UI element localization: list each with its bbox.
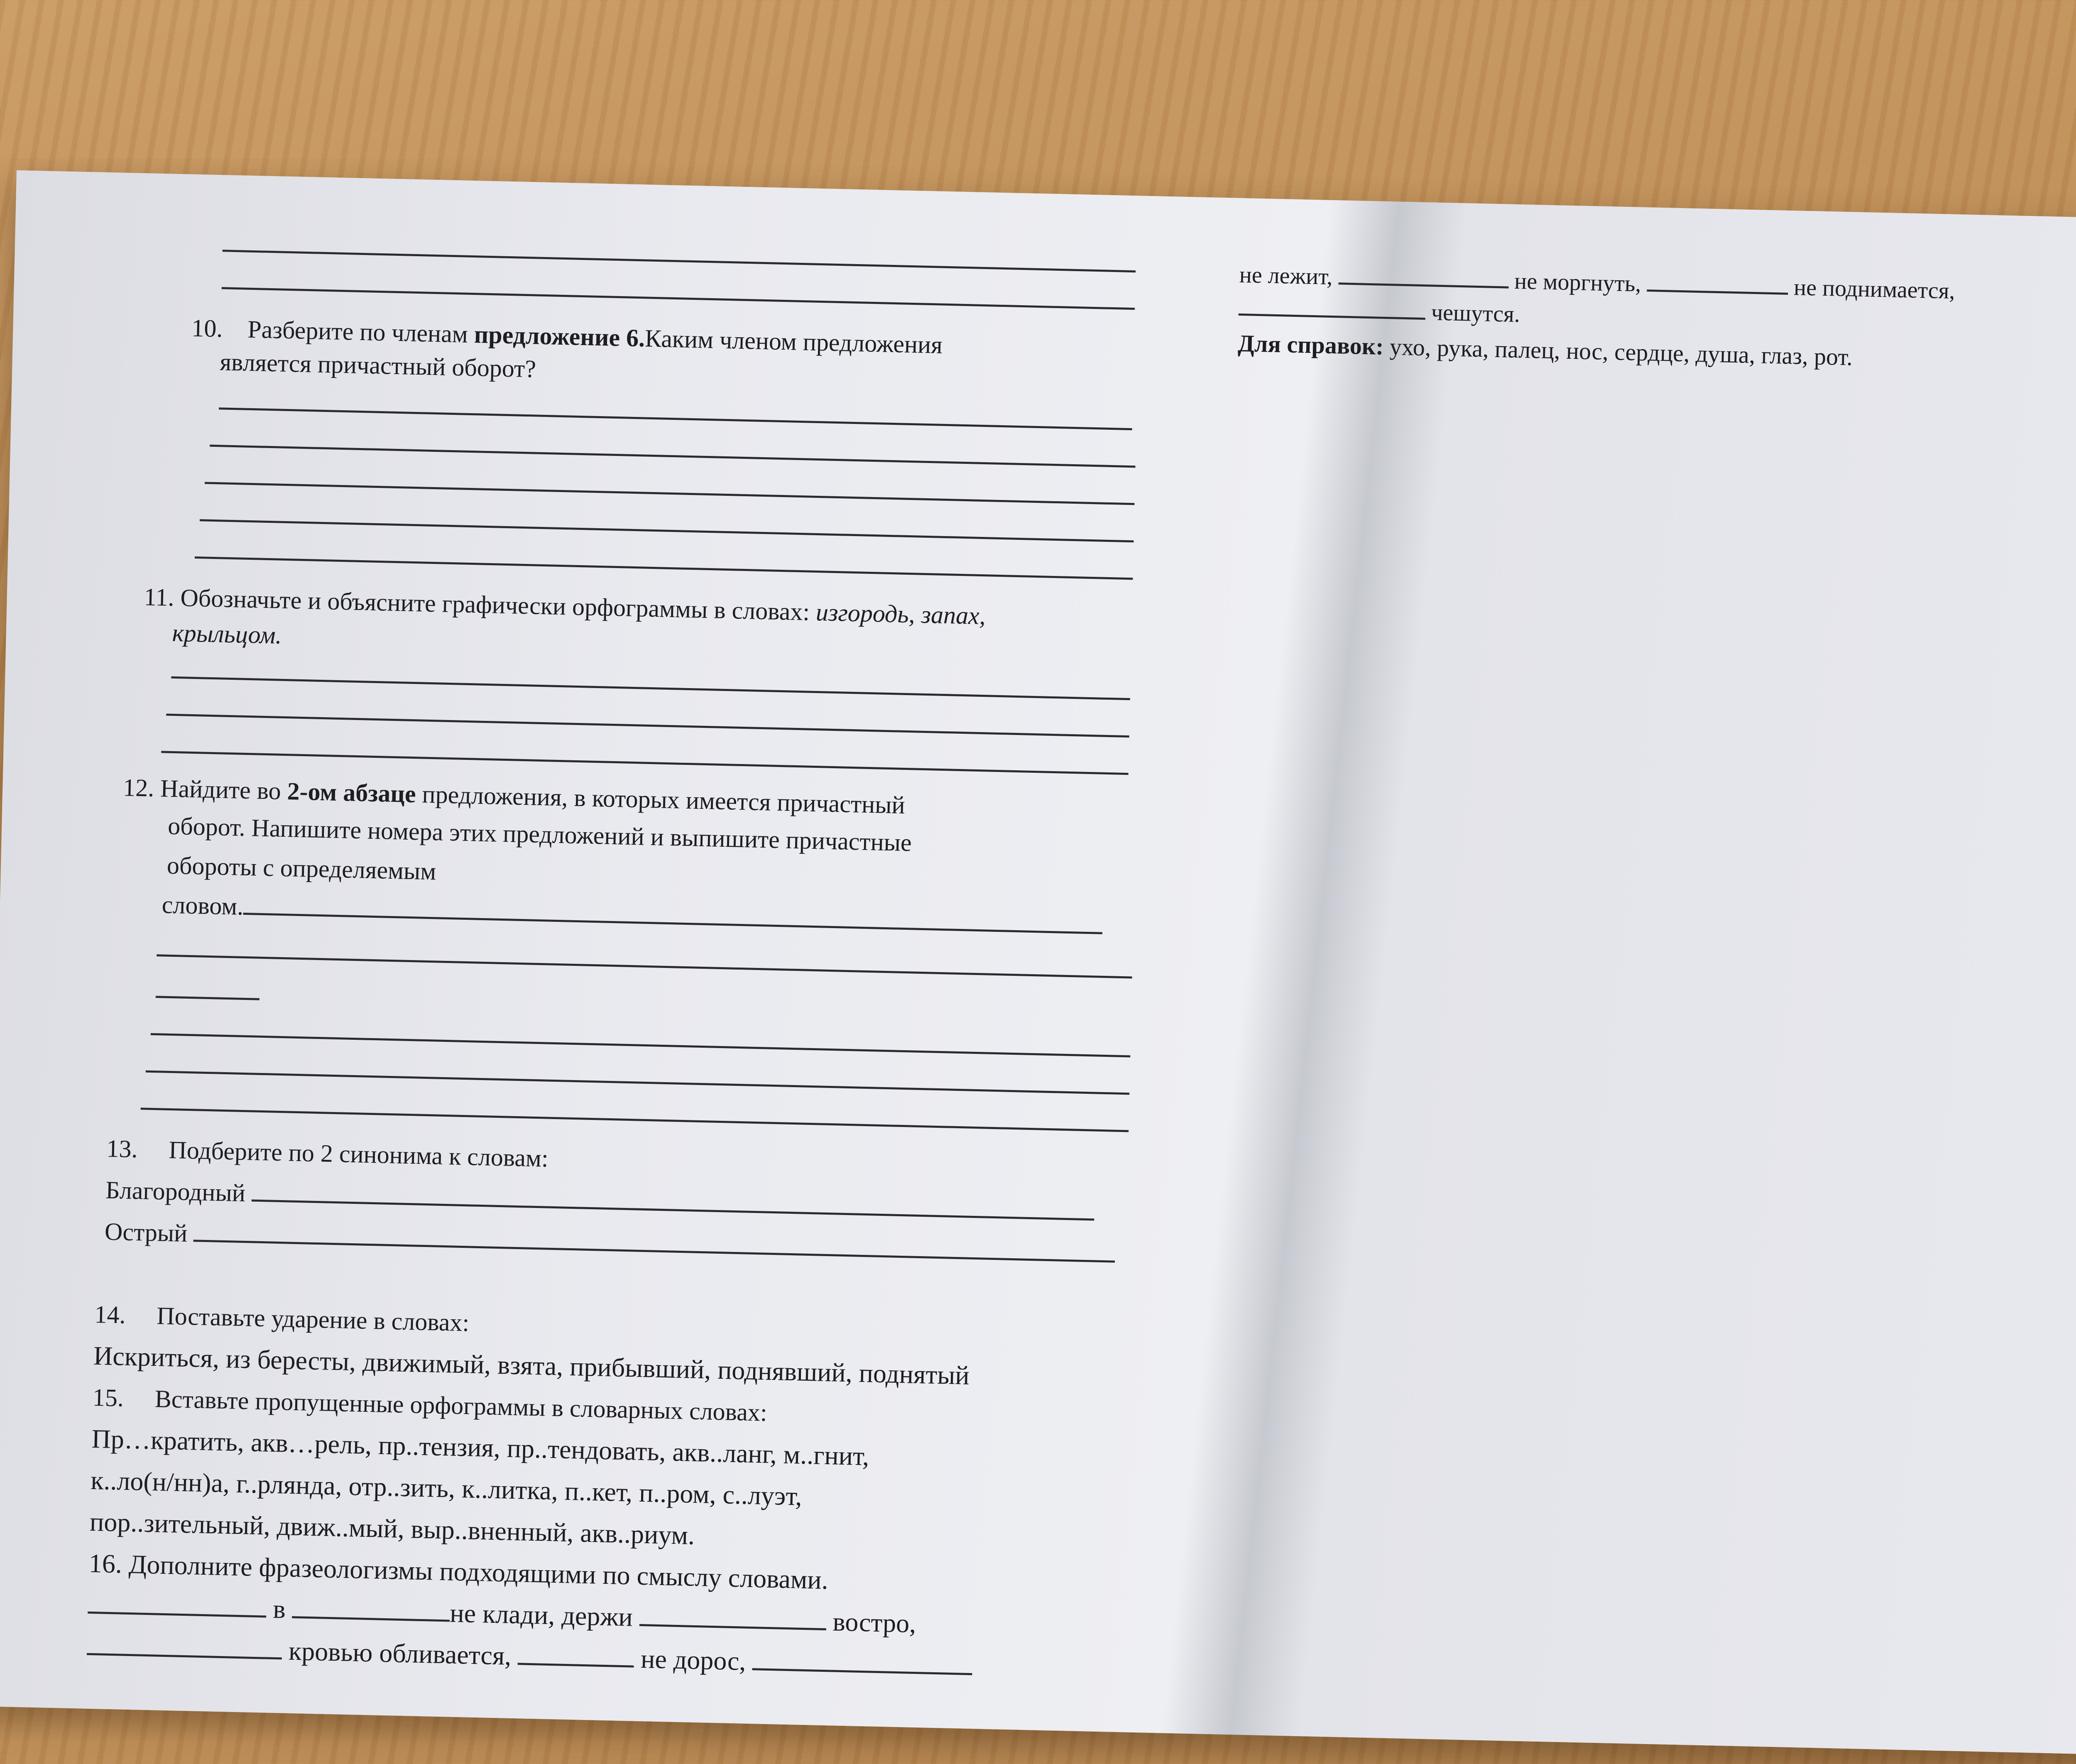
answer-line: [195, 556, 1133, 580]
idiom-text: не моргнуть,: [1514, 268, 1642, 297]
question-text-bold: предложение 6.: [474, 321, 645, 352]
answer-line: [157, 954, 1132, 978]
question-text: словом.: [162, 891, 244, 920]
question-number: 13.: [106, 1134, 138, 1163]
idiom-text: не дорос,: [640, 1644, 747, 1676]
answer-line: [166, 714, 1129, 738]
question-number: 15.: [92, 1383, 124, 1412]
dictionary-words: Пр…кратить, акв…рель, пр..тензия, пр..тендовать, акв..ланг, м..гнит,: [91, 1423, 870, 1471]
idiom-text: не клади, держи: [449, 1598, 633, 1632]
question-text: Поставьте ударение в словах:: [156, 1302, 470, 1337]
answer-line: [141, 1107, 1129, 1132]
question-16: [88, 1547, 829, 1597]
question-text: Каким членом предложения: [644, 324, 943, 359]
question-text-italic: изгородь, запах,: [815, 598, 986, 630]
answer-blank: [251, 1178, 1094, 1220]
answer-line: [210, 445, 1136, 468]
answer-blank: [639, 1603, 826, 1630]
question-number: 10.: [191, 314, 223, 343]
answer-line: [219, 407, 1132, 430]
answer-blank: [518, 1642, 634, 1667]
reference-label: Для справок:: [1237, 329, 1384, 360]
question-text: Найдите во: [160, 774, 288, 805]
question-14: [94, 1298, 470, 1339]
question-text: Разберите по членам: [247, 315, 475, 348]
reference-words: [1237, 327, 1853, 374]
idiom-text: кровью обливается,: [288, 1636, 512, 1671]
dictionary-words: к..ло(н/нн)а, г..рлянда, отр..зить, к..литка, п..кет, п..ром, с..луэт,: [90, 1465, 803, 1511]
idiom-continuation: [1238, 292, 1520, 331]
question-number: 12.: [122, 774, 155, 802]
idiom-text: востро,: [832, 1607, 917, 1639]
answer-line: [146, 1071, 1130, 1095]
answer-blank: [1647, 269, 1788, 295]
dictionary-words: пор..зительный, движ..мый, выр..вненный, акв..риум.: [89, 1507, 695, 1550]
idiom-text: не поднимается,: [1793, 274, 1956, 304]
answer-blank: [243, 892, 1103, 934]
synonym-word: Благородный: [105, 1176, 246, 1207]
answer-blank: [87, 1632, 282, 1660]
answer-blank: [1239, 293, 1426, 320]
answer-line: [205, 482, 1135, 505]
reference-list: ухо, рука, палец, нос, сердце, душа, глаз, рот.: [1383, 333, 1853, 371]
question-text: обороты с определяемым: [166, 851, 437, 885]
question-number: 14.: [94, 1300, 126, 1329]
idiom-text: чешутся.: [1431, 299, 1520, 328]
answer-blank: [1338, 262, 1509, 288]
question-text-italic: крыльцом.: [172, 619, 282, 649]
question-15: [92, 1381, 767, 1429]
stress-words: Искриться, из бересты, движимый, взята, прибывший, поднявший, поднятый: [93, 1340, 970, 1390]
question-text: Вставьте пропущенные орфограммы в словарных словах:: [154, 1385, 768, 1426]
idiom-text: не лежит,: [1239, 262, 1333, 290]
question-13: [106, 1132, 549, 1175]
answer-line: [223, 250, 1136, 272]
answer-line: [161, 751, 1129, 775]
question-text-bold: 2-ом абзаце: [286, 777, 416, 808]
answer-blank: [88, 1591, 267, 1618]
question-number: 11.: [144, 583, 175, 611]
question-text-line: [162, 888, 1103, 942]
answer-blank: [752, 1647, 973, 1675]
question-text: оборот. Напишите номера этих предложений и выпишите причастные: [167, 812, 912, 857]
answer-line: [156, 996, 260, 1000]
question-text: является причастный оборот?: [219, 348, 536, 383]
question-text: Обозначьте и объясните графически орфограммы в словах:: [180, 584, 816, 626]
answer-line: [222, 287, 1135, 310]
answer-line: [151, 1033, 1131, 1058]
synonym-word: Острый: [104, 1218, 188, 1247]
answer-blank: [292, 1595, 450, 1622]
answer-line: [171, 676, 1130, 700]
answer-line: [200, 519, 1134, 542]
worksheet-page: [0, 170, 2076, 1756]
question-text: предложения, в которых имеется причастный: [415, 780, 906, 819]
question-text: Подберите по 2 синонима к словам:: [168, 1136, 549, 1172]
question-number: 16.: [88, 1548, 122, 1579]
question-text: Дополните фразеологизмы подходящими по смыслу словами.: [128, 1549, 829, 1595]
idiom-text: в: [272, 1594, 286, 1624]
